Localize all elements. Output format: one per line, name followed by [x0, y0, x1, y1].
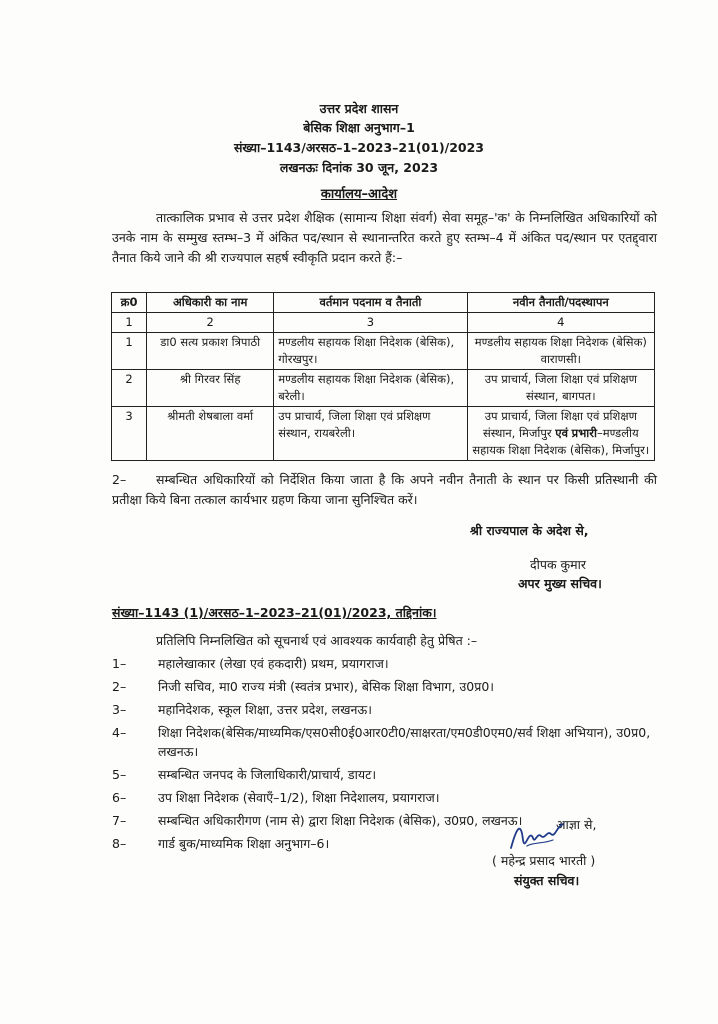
row-serial: 3 — [112, 407, 147, 461]
list-item-text: सम्बन्धित अधिकारीगण (नाम से) द्वारा शिक्षा निदेशक (बेसिक), उ0प्र0, लखनऊ। — [158, 813, 523, 828]
list-item-number: 4– — [112, 725, 127, 740]
list-item — [112, 788, 667, 807]
row-serial: 1 — [112, 333, 147, 370]
list-item-number: 3– — [112, 702, 127, 717]
list-item-number: 1– — [112, 656, 127, 671]
intro-paragraph: तात्कालिक प्रभाव से उत्तर प्रदेश शैक्षिक (सामान्य शिक्षा संवर्ग) सेवा समूह–'क' के निम्नलिखित अधिकारियों को उनके नाम के सम्मुख स्तम्भ–3 में अंकित पद/स्थान से स्थानान्तरित करते हुए स्तम्भ–4 में अंकित पद/स्थान पर एतद्द्वारा तैनात किये जाने की श्री राज्यपाल सहर्ष स्वीकृति प्रदान करते हैं:– — [112, 210, 657, 265]
new-posting: मण्डलीय सहायक शिक्षा निदेशक (बेसिक) वाराणसी। — [467, 333, 654, 370]
copy-intro: प्रतिलिपि निम्नलिखित को सूचनार्थ एवं आवश्यक कार्यवाही हेतु प्रेषित :– — [156, 633, 478, 648]
paragraph-2-text: सम्बन्धित अधिकारियों को निर्देशित किया जाता है कि अपने नवीन तैनाती के स्थान पर किसी प्रतिस्थानी की प्रतीक्षा किये बिना तत्काल कार्यभार ग्रहण किया जाना सुनिश्चित करें। — [112, 472, 657, 507]
list-item — [112, 834, 667, 853]
copy-reference: संख्या–1143 (1)/अरसठ–1–2023–21(01)/2023, तद्दिनांक। — [112, 605, 437, 620]
list-item-text: शिक्षा निदेशक(बेसिक/माध्यमिक/एस0सी0ई0आर0टी0/साक्षरता/एम0डी0एम0/सर्व शिक्षा अभियान), उ0प्र0, लखनऊ। — [158, 725, 651, 759]
table-row — [112, 333, 655, 370]
paragraph-2 — [112, 470, 657, 510]
new-posting: उप प्राचार्य, जिला शिक्षा एवं प्रशिक्षण संस्थान, बागपत। — [467, 370, 654, 407]
list-item-text: महालेखाकार (लेखा एवं हकदारी) प्रथम, प्रयागराज। — [158, 656, 389, 671]
current-posting: मण्डलीय सहायक शिक्षा निदेशक (बेसिक), गोरखपुर। — [274, 333, 467, 370]
header-line-reference: संख्या–1143/अरसठ–1–2023–21(01)/2023 — [233, 140, 485, 155]
list-item-text: उप शिक्षा निदेशक (सेवाएँ–1/2), शिक्षा निदेशालय, प्रयागराज। — [158, 790, 440, 805]
table-header-row — [112, 293, 655, 313]
header-line-govt: उत्तर प्रदेश शासन — [319, 101, 399, 116]
order-title: कार्यालय–आदेश — [320, 187, 398, 202]
new-posting-charge-text: –मण्डलीय सहायक शिक्षा निदेशक (बेसिक), मिर्जापुर। — [472, 426, 650, 457]
current-posting: उप प्राचार्य, जिला शिक्षा एवं प्रशिक्षण संस्थान, रायबरेली। — [274, 407, 467, 461]
header-line-section: बेसिक शिक्षा अनुभाग–1 — [303, 120, 415, 135]
list-item-number: 2– — [112, 679, 127, 694]
list-item — [112, 654, 667, 673]
column-number: 1 — [112, 313, 147, 333]
table-header-cell: अधिकारी का नाम — [147, 293, 274, 313]
list-item-text: सम्बन्धित जनपद के जिलाधिकारी/प्राचार्य, डायट। — [158, 767, 377, 782]
list-item-number: 8– — [112, 836, 127, 851]
list-item — [112, 700, 667, 719]
table-header-cell: वर्तमान पदनाम व तैनाती — [274, 293, 467, 313]
list-item-number: 7– — [112, 813, 127, 828]
transfer-table — [111, 292, 655, 461]
table-column-number-row — [112, 313, 655, 333]
closing-signatory-name: ( महेन्द्र प्रसाद भारती ) — [492, 853, 596, 868]
closing-signatory-designation: संयुक्त सचिव। — [514, 873, 580, 888]
list-item-text: गार्ड बुक/माध्यमिक शिक्षा अनुभाग–6। — [158, 836, 330, 851]
row-serial: 2 — [112, 370, 147, 407]
new-posting-text: उप प्राचार्य, जिला शिक्षा एवं प्रशिक्षण संस्थान, मिर्जापुर — [482, 409, 637, 440]
current-posting: मण्डलीय सहायक शिक्षा निदेशक (बेसिक), बरेली। — [274, 370, 467, 407]
officer-name: श्री गिरवर सिंह — [147, 370, 274, 407]
list-item-number: 5– — [112, 767, 127, 782]
table-header-cell: नवीन तैनाती/पदस्थापन — [467, 293, 654, 313]
officer-name: श्रीमती शेषबाला वर्मा — [147, 407, 274, 461]
new-posting-conjunction: एवं — [555, 426, 569, 440]
list-item-text: निजी सचिव, मा0 राज्य मंत्री (स्वतंत्र प्रभार), बेसिक शिक्षा विभाग, उ0प्र0। — [158, 679, 495, 694]
column-number: 3 — [274, 313, 467, 333]
new-posting — [467, 407, 654, 461]
new-posting-charge-label: प्रभारी — [571, 426, 597, 440]
signatory-name: दीपक कुमार — [530, 557, 586, 572]
column-number: 4 — [467, 313, 654, 333]
list-item — [112, 677, 667, 696]
signatory-designation: अपर मुख्य सचिव। — [518, 576, 602, 591]
governor-order-line: श्री राज्यपाल के अदेश से, — [470, 523, 589, 538]
list-item-number: 6– — [112, 790, 127, 805]
table-row — [112, 370, 655, 407]
table-row — [112, 407, 655, 461]
list-item-text: महानिदेशक, स्कूल शिक्षा, उत्तर प्रदेश, लखनऊ। — [158, 702, 372, 717]
officer-name: डा0 सत्य प्रकाश त्रिपाठी — [147, 333, 274, 370]
table-header-cell: क्र0 — [112, 293, 147, 313]
list-item — [112, 723, 667, 761]
by-order-line: आज्ञा से, — [556, 817, 597, 832]
paragraph-2-number: 2– — [112, 472, 127, 487]
header-line-date: लखनऊः दिनांक 30 जून, 2023 — [279, 160, 439, 175]
list-item — [112, 765, 667, 784]
column-number: 2 — [147, 313, 274, 333]
